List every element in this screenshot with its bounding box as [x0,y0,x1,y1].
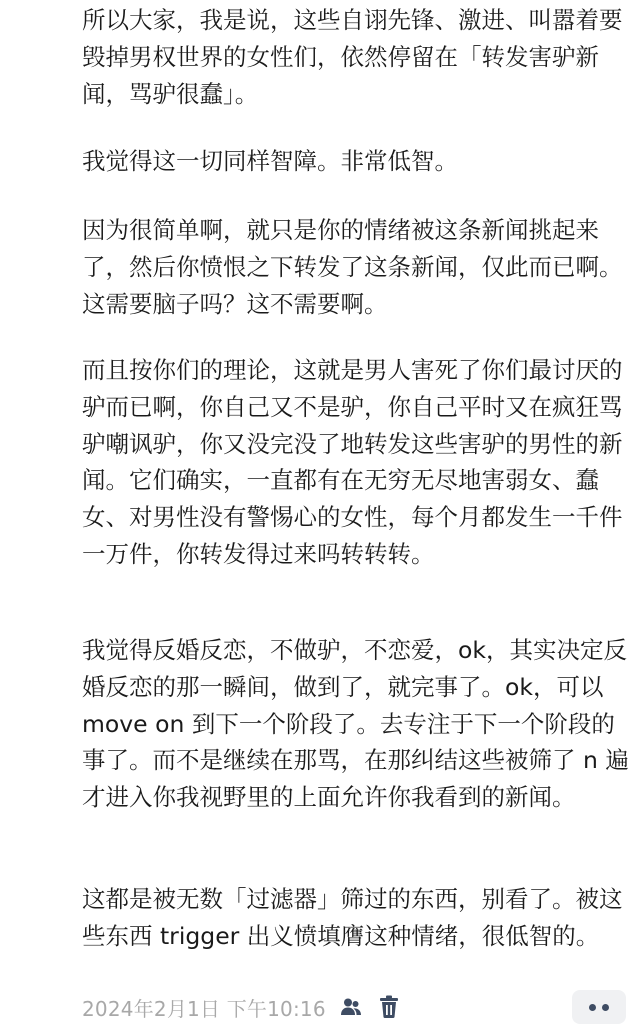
more-dots-icon [602,1004,609,1011]
post-paragraph: 所以大家，我是说，这些自诩先锋、激进、叫嚣着要毁掉男权世界的女性们，依然停留在「转发害驴新闻，骂驴很蠢」。 [82,6,623,108]
post-meta-bar [82,992,634,1022]
people-icon[interactable] [338,994,364,1020]
post-paragraph: 因为很简单啊，就只是你的情绪被这条新闻挑起来了，然后你愤恨之下转发了这条新闻，仅此而已啊。这需要脑子吗？这不需要啊。 [82,216,623,318]
post-paragraph: 这都是被无数「过滤器」筛过的东西，别看了。被这些东西 trigger 出义愤填膺这种情绪，很低智的。 [82,885,623,950]
more-options-button[interactable] [572,990,626,1024]
post-timestamp: 2024年2月1日 下午10:16 [82,996,326,1021]
trash-icon[interactable] [376,994,402,1020]
more-dots-icon [589,1004,596,1011]
post-paragraph: 我觉得这一切同样智障。非常低智。 [82,147,458,175]
post-paragraph: 而且按你们的理论，这就是男人害死了你们最讨厌的驴而已啊，你自己又不是驴，你自己平时又在疯狂骂驴嘲讽驴，你又没完没了地转发这些害驴的男性的新闻。它们确实，一直都有在无穷无尽地害弱女、蠢女、对男性没有警惕心的女性，每个月都发生一千件一万件，你转发得过来吗转转转。 [82,356,623,568]
post-paragraph: 我觉得反婚反恋，不做驴，不恋爱，ok，其实决定反婚反恋的那一瞬间，做到了，就完事了。ok，可以 move on 到下一个阶段了。去专注于下一个阶段的事了。而不是继续在那骂，在那纠结这些被筛了 n 遍才进入你我视野里的上面允许你我看到的新闻。 [82,636,629,812]
